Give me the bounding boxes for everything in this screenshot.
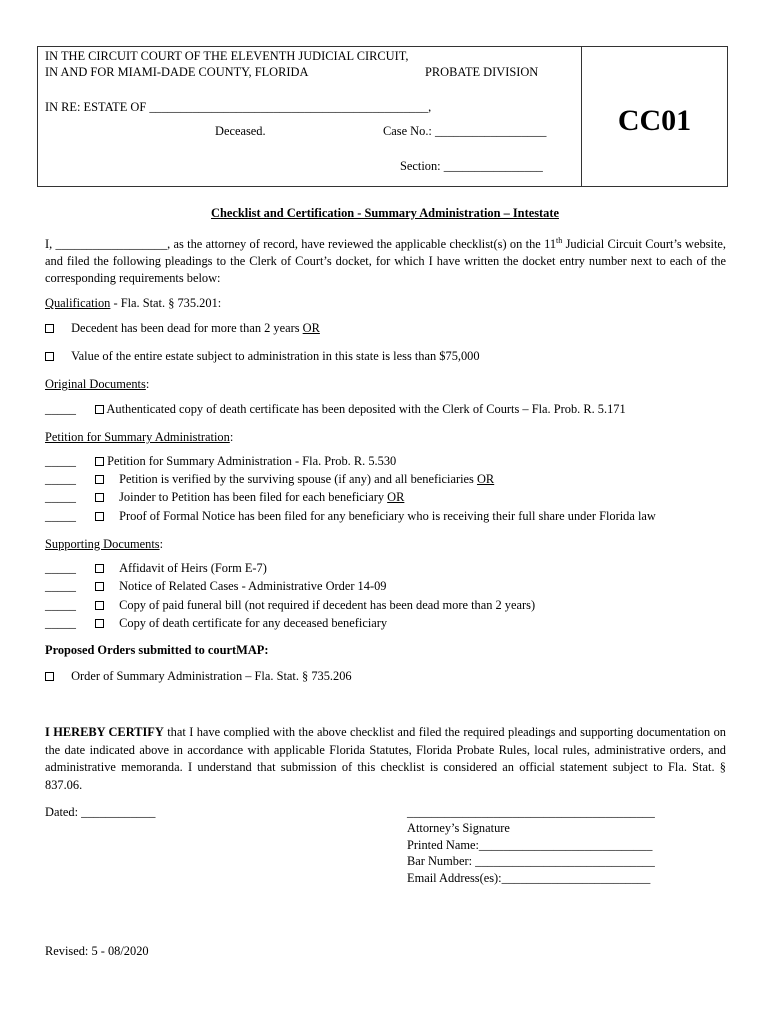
intro-text-1: I, __________________, as the attorney of record, have reviewed the applicable checklist(s) on the 11 (45, 237, 557, 252)
docket-entry-blank[interactable]: _____ (45, 509, 76, 523)
petition-heading: Petition for Summary Administration: (45, 430, 234, 444)
docket-entry-blank[interactable]: _____ (45, 616, 76, 630)
supporting-item-3: _____ Copy of paid funeral bill (not required if decedent has been dead more than 2 years) (45, 598, 536, 612)
checkbox[interactable] (45, 352, 54, 361)
checkbox[interactable] (45, 324, 54, 333)
certify-text: that I have complied with the above checklist and filed the required pleadings and supporting documentation on the date indicated above in accordance with applicable Florida Statutes, Florida Probate Rules, local rules, administrative orders, and administrative memoranda. I understand that submission of this checklist is considered an official statement subject to Fla. Stat. § 837.06. (45, 725, 727, 792)
revised-date: Revised: 5 - 08/2020 (45, 944, 149, 958)
certify-bold: I HEREBY CERTIFY (45, 725, 164, 739)
form-code-box (581, 46, 728, 187)
checkbox[interactable] (95, 493, 104, 502)
intro-sup: th (556, 236, 563, 245)
docket-entry-blank[interactable]: _____ (45, 490, 76, 504)
estate-of-field[interactable]: IN RE: ESTATE OF _____________________________________________, (45, 100, 432, 114)
checkbox[interactable] (95, 457, 104, 466)
bar-number-field[interactable]: Bar Number: _____________________________ (407, 854, 655, 868)
docket-entry-blank[interactable]: _____ (45, 579, 76, 593)
case-number-field[interactable]: Case No.: __________________ (383, 124, 547, 138)
certification-paragraph (45, 724, 726, 794)
supporting-item-2: _____ Notice of Related Cases - Administrative Order 14-09 (45, 579, 387, 593)
petition-item-1: _____ Petition for Summary Administration - Fla. Prob. R. 5.530 (45, 454, 397, 468)
court-line-1: IN THE CIRCUIT COURT OF THE ELEVENTH JUDICIAL CIRCUIT, (45, 49, 409, 63)
checkbox[interactable] (45, 672, 54, 681)
docket-entry-blank[interactable]: _____ (45, 402, 76, 416)
docket-entry-blank[interactable]: _____ (45, 454, 76, 468)
form-code: CC01 (617, 104, 692, 137)
checkbox[interactable] (95, 475, 104, 484)
docket-entry-blank[interactable]: _____ (45, 561, 76, 575)
probate-division: PROBATE DIVISION (425, 65, 539, 79)
checkbox[interactable] (95, 405, 104, 414)
original-documents-item-1: _____ Authenticated copy of death certificate has been deposited with the Clerk of Courts – Fla. Prob. R. 5.171 (45, 402, 626, 416)
supporting-item-1: _____ Affidavit of Heirs (Form E-7) (45, 561, 267, 575)
supporting-heading: Supporting Documents: (45, 537, 164, 551)
supporting-item-4: _____ Copy of death certificate for any deceased beneficiary (45, 616, 388, 630)
intro-text-2: Judicial Circuit Court’s website, and filed the following pleadings to the Clerk of Court’s docket, for which I have written the docket entry number next to each of the corresponding requirements below: (45, 237, 726, 286)
checkbox[interactable] (95, 601, 104, 610)
email-address-field[interactable]: Email Address(es):________________________ (407, 871, 651, 885)
printed-name-field[interactable]: Printed Name:____________________________ (407, 838, 653, 852)
proposed-orders-heading: Proposed Orders submitted to courtMAP: (45, 643, 269, 657)
petition-item-3: _____ Joinder to Petition has been filed for each beneficiary OR (45, 490, 405, 504)
qualification-heading: Qualification - Fla. Stat. § 735.201: (45, 296, 222, 310)
checkbox[interactable] (95, 619, 104, 628)
qualification-item-2: Value of the entire estate subject to administration in this state is less than $75,000 (45, 349, 480, 365)
intro-paragraph (45, 232, 726, 287)
docket-entry-blank[interactable]: _____ (45, 598, 76, 612)
checkbox[interactable] (95, 582, 104, 591)
petition-item-2: _____ Petition is verified by the surviving spouse (if any) and all beneficiaries OR (45, 472, 495, 486)
dated-field[interactable]: Dated: ____________ (45, 805, 156, 819)
petition-item-4: _____ Proof of Formal Notice has been filed for any beneficiary who is receiving their full share under Florida law (45, 509, 656, 523)
checkbox[interactable] (95, 512, 104, 521)
deceased-label: Deceased. (215, 124, 266, 138)
signature-line[interactable]: ________________________________________ (407, 805, 655, 819)
qualification-item-1: Decedent has been dead for more than 2 years OR (45, 321, 320, 337)
attorney-signature-label: Attorney’s Signature (407, 821, 510, 835)
checkbox[interactable] (95, 564, 104, 573)
document-title: Checklist and Certification - Summary Administration – Intestate (211, 206, 559, 220)
section-field[interactable]: Section: ________________ (400, 159, 543, 173)
proposed-orders-item-1: Order of Summary Administration – Fla. Stat. § 735.206 (45, 669, 352, 685)
docket-entry-blank[interactable]: _____ (45, 472, 76, 486)
original-documents-heading: Original Documents: (45, 377, 150, 391)
court-line-2: IN AND FOR MIAMI-DADE COUNTY, FLORIDA (45, 65, 309, 79)
